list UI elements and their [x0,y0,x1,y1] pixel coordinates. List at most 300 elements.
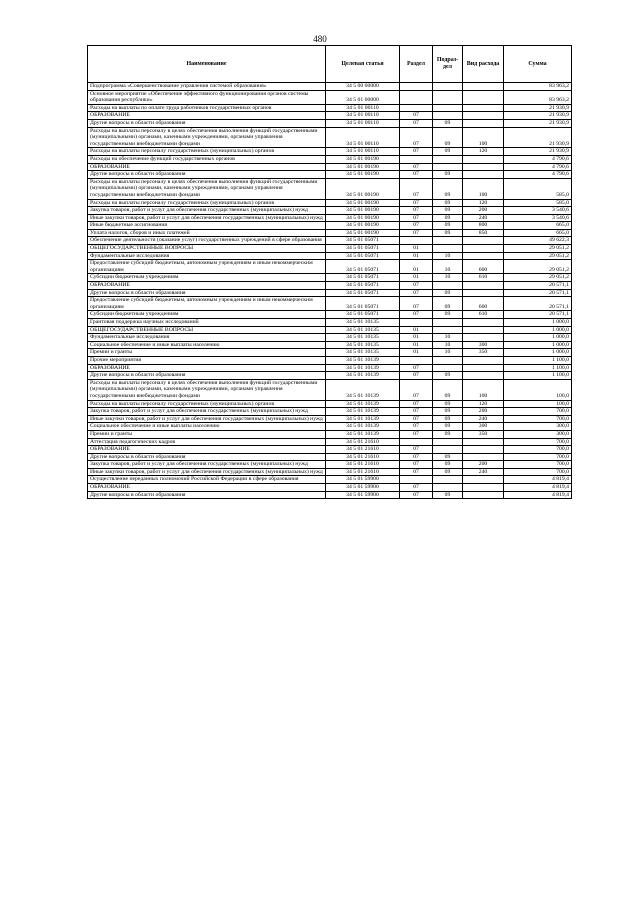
row-target-article: 34 5 01 00190 [326,222,400,230]
row-expense-type [463,237,504,245]
table-row [88,282,572,290]
row-amount: 700,0 [504,438,572,446]
row-name: ОБРАЗОВАНИЕ [88,163,326,171]
table-row [88,438,572,446]
row-amount: 21 930,9 [504,112,572,120]
row-amount: 20 571,1 [504,289,572,297]
row-section: 07 [400,423,433,431]
row-target-article: 34 5 01 00190 [326,214,400,222]
row-expense-type [463,112,504,120]
row-section [400,438,433,446]
row-expense-type: 350 [463,430,504,438]
row-section: 07 [400,468,433,476]
row-amount: 20 571,1 [504,311,572,319]
table-row [88,461,572,469]
row-name: Социальное обеспечение и иные выплаты населению [88,341,326,349]
row-expense-type [463,484,504,492]
row-amount: 3 540,6 [504,207,572,215]
row-expense-type: 850 [463,229,504,237]
row-amount: 20 571,1 [504,297,572,311]
table-row [88,222,572,230]
row-subsection [433,319,463,327]
table-row [88,104,572,112]
row-expense-type: 240 [463,468,504,476]
row-amount: 100,0 [504,379,572,400]
row-subsection [433,438,463,446]
row-subsection: 09 [433,408,463,416]
table-row [88,349,572,357]
row-section: 07 [400,311,433,319]
row-subsection: 09 [433,214,463,222]
row-amount: 83 963,2 [504,83,572,91]
row-name: ОБРАЗОВАНИЕ [88,484,326,492]
row-section: 01 [400,334,433,342]
row-subsection [433,163,463,171]
row-subsection: 09 [433,148,463,156]
table-row [88,178,572,199]
row-expense-type: 100 [463,379,504,400]
row-expense-type: 300 [463,423,504,431]
table-row [88,491,572,499]
row-name: Расходы на выплаты по оплате труда работников государственных органов [88,104,326,112]
row-name: Субсидии бюджетным учреждениям [88,311,326,319]
row-target-article: 34 5 01 05071 [326,282,400,290]
table-row [88,364,572,372]
row-expense-type: 610 [463,311,504,319]
table-header-row [88,46,572,83]
row-amount: 700,0 [504,408,572,416]
row-section [400,155,433,163]
row-section: 07 [400,178,433,199]
row-target-article: 34 5 01 10135 [326,349,400,357]
row-name: Иные закупки товаров, работ и услуг для обеспечения государственных (муниципальных) нужд [88,415,326,423]
row-amount: 100,0 [504,400,572,408]
table-row [88,476,572,484]
table-row [88,400,572,408]
table-row [88,214,572,222]
row-section [400,104,433,112]
row-expense-type: 600 [463,297,504,311]
row-section: 07 [400,214,433,222]
table-row [88,252,572,260]
row-name: Закупка товаров, работ и услуг для обеспечения государственных (муниципальных) нужд [88,408,326,416]
row-name: Уплата налогов, сборов и иных платежей [88,229,326,237]
table-row [88,229,572,237]
row-amount: 1 100,0 [504,356,572,364]
row-subsection [433,245,463,253]
row-target-article: 34 5 01 05071 [326,237,400,245]
row-target-article: 34 5 01 00110 [326,119,400,127]
row-section [400,319,433,327]
row-target-article: 34 5 01 05071 [326,252,400,260]
row-section: 01 [400,274,433,282]
row-name: Премии и гранты [88,430,326,438]
row-name: Подпрограмма «Совершенствование управления системой образования» [88,83,326,91]
row-amount: 29 051,2 [504,260,572,274]
row-target-article: 34 5 01 05071 [326,260,400,274]
table-row [88,326,572,334]
row-amount: 665,0 [504,222,572,230]
table-row [88,90,572,104]
row-target-article: 34 5 01 00190 [326,155,400,163]
row-name: Прочие мероприятия [88,356,326,364]
table-row [88,356,572,364]
table-row [88,163,572,171]
row-subsection: 09 [433,468,463,476]
row-target-article: 34 5 01 10135 [326,341,400,349]
row-name: Расходы на выплаты персоналу в целях обеспечения выполнения функций государственными (муниципальными) органами, казенными учреждениями, органами управления государственными внебюджетными фондами [88,379,326,400]
row-amount: 1 100,0 [504,372,572,380]
row-name: Основное мероприятие «Обеспечение эффективного функционирования органов системы образования республики» [88,90,326,104]
row-target-article: 34 5 01 21610 [326,438,400,446]
row-section: 07 [400,289,433,297]
row-amount: 29 051,2 [504,245,572,253]
row-subsection [433,90,463,104]
row-subsection: 10 [433,349,463,357]
row-subsection [433,476,463,484]
row-subsection [433,446,463,454]
row-target-article: 34 5 01 10135 [326,319,400,327]
row-amount: 1 000,0 [504,341,572,349]
row-expense-type [463,356,504,364]
row-expense-type [463,372,504,380]
row-target-article: 34 5 01 10139 [326,364,400,372]
row-target-article: 34 5 01 00110 [326,127,400,148]
row-amount: 585,0 [504,178,572,199]
row-target-article: 34 5 01 10139 [326,430,400,438]
row-section [400,237,433,245]
table-row [88,408,572,416]
row-expense-type: 200 [463,408,504,416]
table-row [88,127,572,148]
table-row [88,379,572,400]
row-section: 07 [400,229,433,237]
row-section: 01 [400,245,433,253]
table-row [88,260,572,274]
row-name: Другие вопросы в области образования [88,491,326,499]
table-row [88,453,572,461]
row-target-article: 34 5 01 10135 [326,334,400,342]
row-subsection [433,356,463,364]
row-name: Грантовая поддержка научных исследований [88,319,326,327]
row-section: 01 [400,252,433,260]
row-name: ОБЩЕГОСУДАРСТВЕННЫЕ ВОПРОСЫ [88,245,326,253]
page-number: 480 [313,34,327,44]
row-target-article: 34 5 01 21610 [326,468,400,476]
row-subsection: 09 [433,289,463,297]
row-target-article: 34 5 01 05071 [326,245,400,253]
row-amount: 83 963,2 [504,90,572,104]
row-amount: 585,0 [504,199,572,207]
row-expense-type [463,476,504,484]
row-section: 07 [400,461,433,469]
table-row [88,245,572,253]
table-row [88,155,572,163]
row-subsection: 10 [433,260,463,274]
row-target-article: 34 5 01 00190 [326,199,400,207]
table-row [88,297,572,311]
row-expense-type: 120 [463,148,504,156]
row-subsection [433,83,463,91]
row-expense-type [463,282,504,290]
row-target-article: 34 5 01 10139 [326,356,400,364]
header-target-article: Целевая статья [326,46,400,83]
row-expense-type [463,245,504,253]
row-name: Осуществление переданных полномочий Российской Федерации в сфере образования [88,476,326,484]
row-subsection: 09 [433,453,463,461]
row-name: Предоставление субсидий бюджетным, автономным учреждениям и иным некоммерческим организациям [88,260,326,274]
table-row [88,148,572,156]
table-row [88,207,572,215]
row-subsection [433,326,463,334]
row-expense-type: 800 [463,222,504,230]
row-target-article: 34 5 01 59900 [326,476,400,484]
row-subsection: 09 [433,171,463,179]
row-section: 07 [400,491,433,499]
row-expense-type: 100 [463,178,504,199]
row-amount: 49 622,3 [504,237,572,245]
row-name: Социальное обеспечение и иные выплаты населению [88,423,326,431]
row-subsection: 09 [433,199,463,207]
row-subsection: 09 [433,311,463,319]
row-subsection [433,484,463,492]
row-expense-type [463,163,504,171]
header-name: Наименование [88,46,326,83]
table-row [88,484,572,492]
row-section [400,356,433,364]
row-expense-type: 200 [463,461,504,469]
row-name: Иные закупки товаров, работ и услуг для обеспечения государственных (муниципальных) нужд [88,468,326,476]
row-section: 07 [400,408,433,416]
table-row [88,341,572,349]
row-subsection: 09 [433,430,463,438]
row-name: Закупка товаров, работ и услуг для обеспечения государственных (муниципальных) нужд [88,207,326,215]
row-expense-type [463,334,504,342]
row-subsection: 09 [433,297,463,311]
table-row [88,83,572,91]
row-expense-type [463,453,504,461]
row-name: Предоставление субсидий бюджетным, автономным учреждениям и иным некоммерческим организациям [88,297,326,311]
row-name: Расходы на выплаты персоналу в целях обеспечения выполнения функций государственными (муниципальными) органами, казенными учреждениями, органами управления государственными внебюджетными фондами [88,178,326,199]
row-subsection: 09 [433,119,463,127]
row-section: 07 [400,364,433,372]
row-amount: 300,0 [504,423,572,431]
row-section: 07 [400,148,433,156]
row-amount: 1 100,0 [504,364,572,372]
table-row [88,237,572,245]
row-section: 07 [400,453,433,461]
row-section: 07 [400,119,433,127]
row-expense-type [463,252,504,260]
row-section [400,476,433,484]
row-name: ОБРАЗОВАНИЕ [88,446,326,454]
row-section: 07 [400,379,433,400]
row-subsection [433,112,463,120]
row-expense-type [463,119,504,127]
row-expense-type: 200 [463,207,504,215]
row-expense-type [463,491,504,499]
row-expense-type [463,438,504,446]
row-expense-type: 100 [463,127,504,148]
row-amount: 700,0 [504,461,572,469]
row-section: 07 [400,282,433,290]
table-row [88,311,572,319]
row-name: Премии и гранты [88,349,326,357]
row-name: ОБРАЗОВАНИЕ [88,282,326,290]
row-amount: 4 819,4 [504,491,572,499]
row-amount: 1 000,0 [504,326,572,334]
row-expense-type [463,446,504,454]
row-expense-type: 120 [463,400,504,408]
row-name: Фундаментальные исследования [88,334,326,342]
row-section: 07 [400,207,433,215]
row-name: Иные закупки товаров, работ и услуг для обеспечения государственных (муниципальных) нужд [88,214,326,222]
row-section: 07 [400,400,433,408]
row-subsection [433,282,463,290]
row-subsection: 10 [433,341,463,349]
row-expense-type: 240 [463,214,504,222]
row-section: 07 [400,372,433,380]
row-name: Другие вопросы в области образования [88,372,326,380]
row-expense-type: 300 [463,341,504,349]
row-name: Иные бюджетные ассигнования [88,222,326,230]
row-target-article: 34 5 01 10139 [326,400,400,408]
row-subsection [433,155,463,163]
row-section: 07 [400,112,433,120]
row-expense-type [463,83,504,91]
row-name: ОБРАЗОВАНИЕ [88,112,326,120]
row-target-article: 34 5 01 21610 [326,446,400,454]
row-amount: 4 790,6 [504,163,572,171]
header-section: Раздел [400,46,433,83]
row-subsection: 09 [433,379,463,400]
row-expense-type [463,155,504,163]
row-name: Расходы на выплаты персоналу государственных (муниципальных) органов [88,199,326,207]
row-subsection [433,104,463,112]
row-target-article: 34 5 01 21610 [326,461,400,469]
row-name: Другие вопросы в области образования [88,171,326,179]
row-subsection: 10 [433,274,463,282]
row-section: 07 [400,297,433,311]
row-target-article: 34 5 01 05071 [326,274,400,282]
row-subsection: 09 [433,229,463,237]
row-expense-type: 610 [463,274,504,282]
table-body [88,83,572,499]
row-amount: 700,0 [504,415,572,423]
table-row [88,415,572,423]
row-expense-type [463,289,504,297]
row-target-article: 34 5 01 00110 [326,104,400,112]
row-target-article: 34 5 01 00190 [326,207,400,215]
row-expense-type: 350 [463,349,504,357]
row-amount: 3 540,6 [504,214,572,222]
row-target-article: 34 5 01 00110 [326,148,400,156]
row-target-article: 34 5 01 00000 [326,90,400,104]
row-amount: 700,0 [504,468,572,476]
row-subsection [433,364,463,372]
row-expense-type [463,364,504,372]
row-expense-type [463,319,504,327]
row-section [400,90,433,104]
row-expense-type [463,326,504,334]
header-amount: Сумма [504,46,572,83]
row-expense-type [463,171,504,179]
row-section: 07 [400,430,433,438]
row-target-article: 34 5 01 10139 [326,415,400,423]
row-target-article: 34 5 01 00190 [326,229,400,237]
row-target-article: 34 5 01 10135 [326,326,400,334]
row-target-article: 34 5 01 05071 [326,297,400,311]
row-expense-type [463,104,504,112]
header-subsection: Подраз-дел [433,46,463,83]
row-target-article: 34 5 01 00190 [326,178,400,199]
row-section: 07 [400,199,433,207]
row-amount: 4 790,6 [504,155,572,163]
table-row [88,423,572,431]
row-subsection: 09 [433,127,463,148]
table-row [88,289,572,297]
row-name: ОБЩЕГОСУДАРСТВЕННЫЕ ВОПРОСЫ [88,326,326,334]
row-section: 07 [400,415,433,423]
row-amount: 1 000,0 [504,334,572,342]
row-section: 07 [400,484,433,492]
row-subsection: 09 [433,415,463,423]
row-subsection: 09 [433,178,463,199]
row-amount: 21 930,9 [504,104,572,112]
row-target-article: 34 5 01 21610 [326,453,400,461]
row-amount: 21 930,9 [504,119,572,127]
row-name: Субсидии бюджетным учреждениям [88,274,326,282]
row-subsection [433,237,463,245]
row-target-article: 34 5 01 59900 [326,484,400,492]
row-amount: 665,0 [504,229,572,237]
row-subsection: 09 [433,372,463,380]
row-amount: 300,0 [504,430,572,438]
row-expense-type [463,90,504,104]
row-target-article: 34 5 01 59900 [326,491,400,499]
row-name: Расходы на выплаты персоналу государственных (муниципальных) органов [88,148,326,156]
row-amount: 4 790,6 [504,171,572,179]
row-name: Расходы на выплаты персоналу государственных (муниципальных) органов [88,400,326,408]
row-target-article: 34 5 01 05071 [326,289,400,297]
header-expense-type: Вид расхода [463,46,504,83]
row-subsection: 09 [433,207,463,215]
row-section: 07 [400,222,433,230]
row-amount: 21 930,9 [504,127,572,148]
table-row [88,274,572,282]
row-name: Другие вопросы в области образования [88,119,326,127]
row-section: 07 [400,446,433,454]
row-name: Фундаментальные исследования [88,252,326,260]
budget-table [87,45,572,499]
row-subsection: 09 [433,222,463,230]
table-row [88,119,572,127]
row-subsection: 09 [433,400,463,408]
row-name: Расходы на обеспечение функций государственных органов [88,155,326,163]
row-expense-type: 120 [463,199,504,207]
row-section: 07 [400,127,433,148]
table-row [88,171,572,179]
row-section [400,83,433,91]
table-row [88,334,572,342]
row-amount: 20 571,1 [504,282,572,290]
row-amount: 700,0 [504,446,572,454]
row-target-article: 34 5 01 00190 [326,163,400,171]
row-section: 01 [400,260,433,274]
table-row [88,112,572,120]
table-row [88,199,572,207]
row-name: ОБРАЗОВАНИЕ [88,364,326,372]
